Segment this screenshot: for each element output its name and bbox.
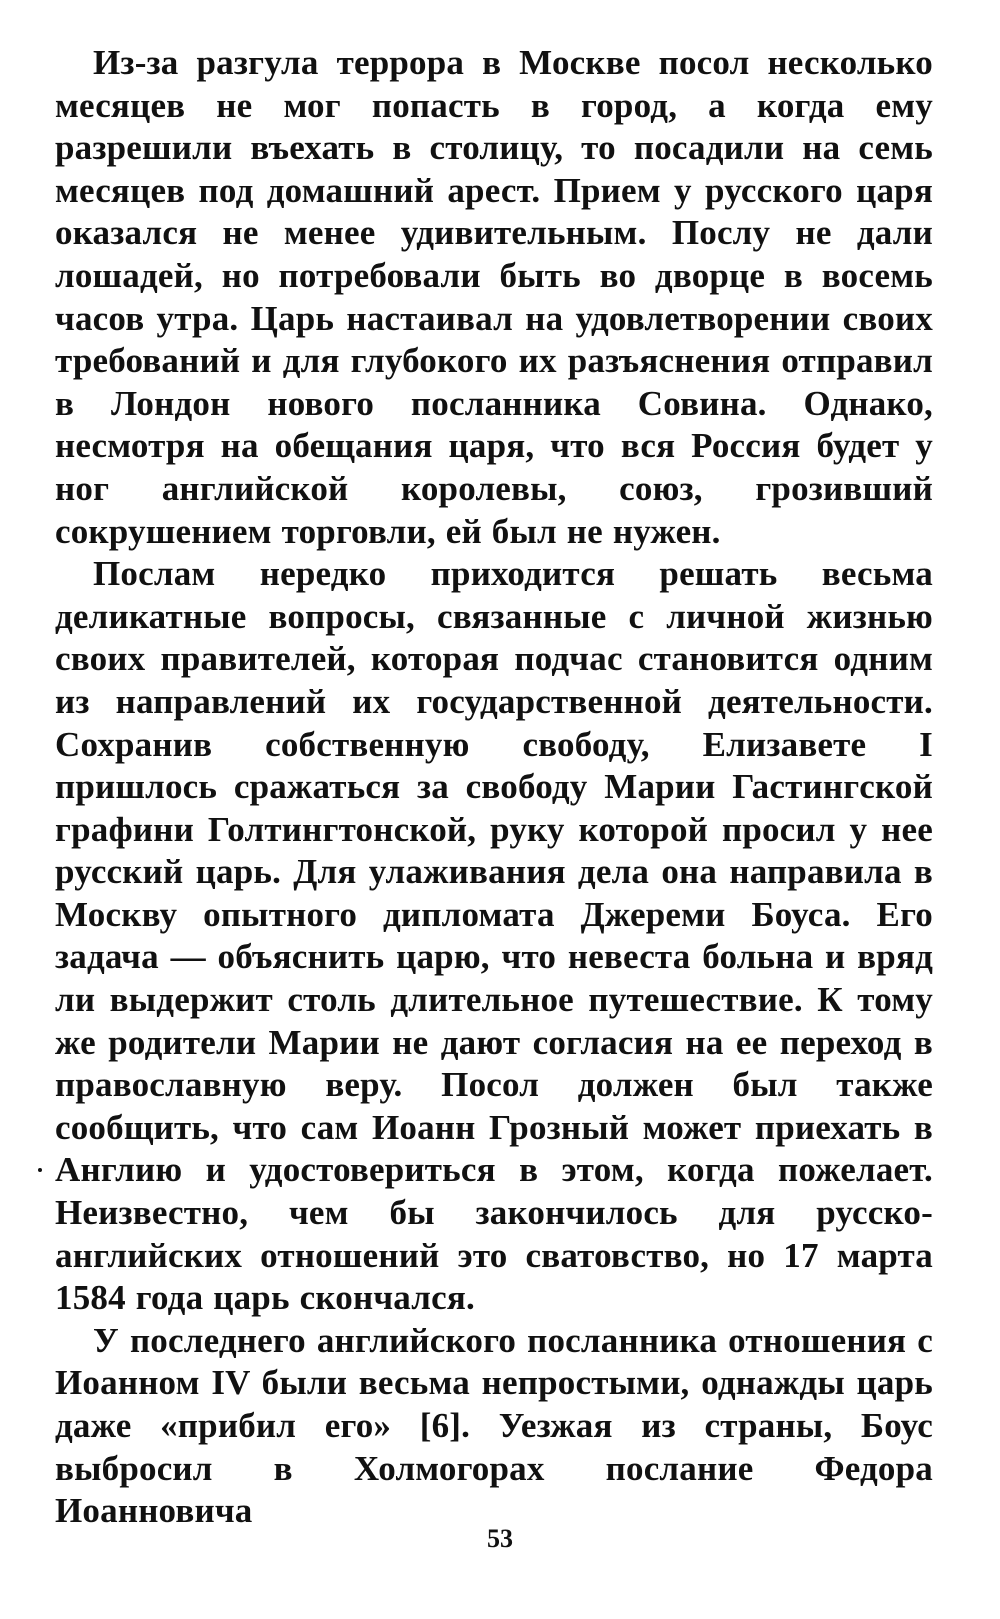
paragraph-1: Из-за разгула террора в Москве посол несколько месяцев не мог попасть в город, а когда ему разрешили въехать в столицу, то посадили на семь месяцев под домашний арест. Прием у русского царя оказался не менее удивительным. Послу не дали лошадей, но потребовали быть во дворце в восемь часов утра. Царь настаивал на удовлетворении своих требований и для глубокого их разъяснения отправил в Лондон нового посланника Совина. Однако, несмотря на обещания царя, что вся Россия будет у ног английской королевы, союз, грозивший сокрушением торговли, ей был не нужен. [55,43,933,551]
margin-dot-mark [38,1168,42,1172]
paragraph-3: У последнего английского посланника отношения с Иоанном IV были весьма непростыми, однажды царь даже «прибил его» [6]. Уезжая из страны, Боус выбросил в Холмогорах послание Федора Иоанновича [55,1320,933,1531]
paragraph-2: Послам нередко приходится решать весьма деликатные вопросы, связанные с личной жизнью своих правителей, которая подчас становится одним из направлений их государственной деятельности. Сохранив собственную свободу, Елизавете I пришлось сражаться за свободу Марии Гастингской графини Голтингтонской, руку которой просил у нее русский царь. Для улаживания дела она направила в Москву опытного дипломата Джереми Боуса. Его задача — объяснить царю, что невеста больна и вряд ли выдержит столь длительное путешествие. К тому же родители Марии не дают согласия на ее переход в православную веру. Посол должен был также сообщить, что сам Иоанн Грозный может приехать в Англию и удостовериться в этом, когда пожелает. Неизвестно, чем бы закончилось для русско-английских отношений это сватовство, но 17 марта 1584 года царь скончался. [55,554,933,1318]
page-number: 53 [487,1524,513,1553]
body-text [55,42,933,1533]
